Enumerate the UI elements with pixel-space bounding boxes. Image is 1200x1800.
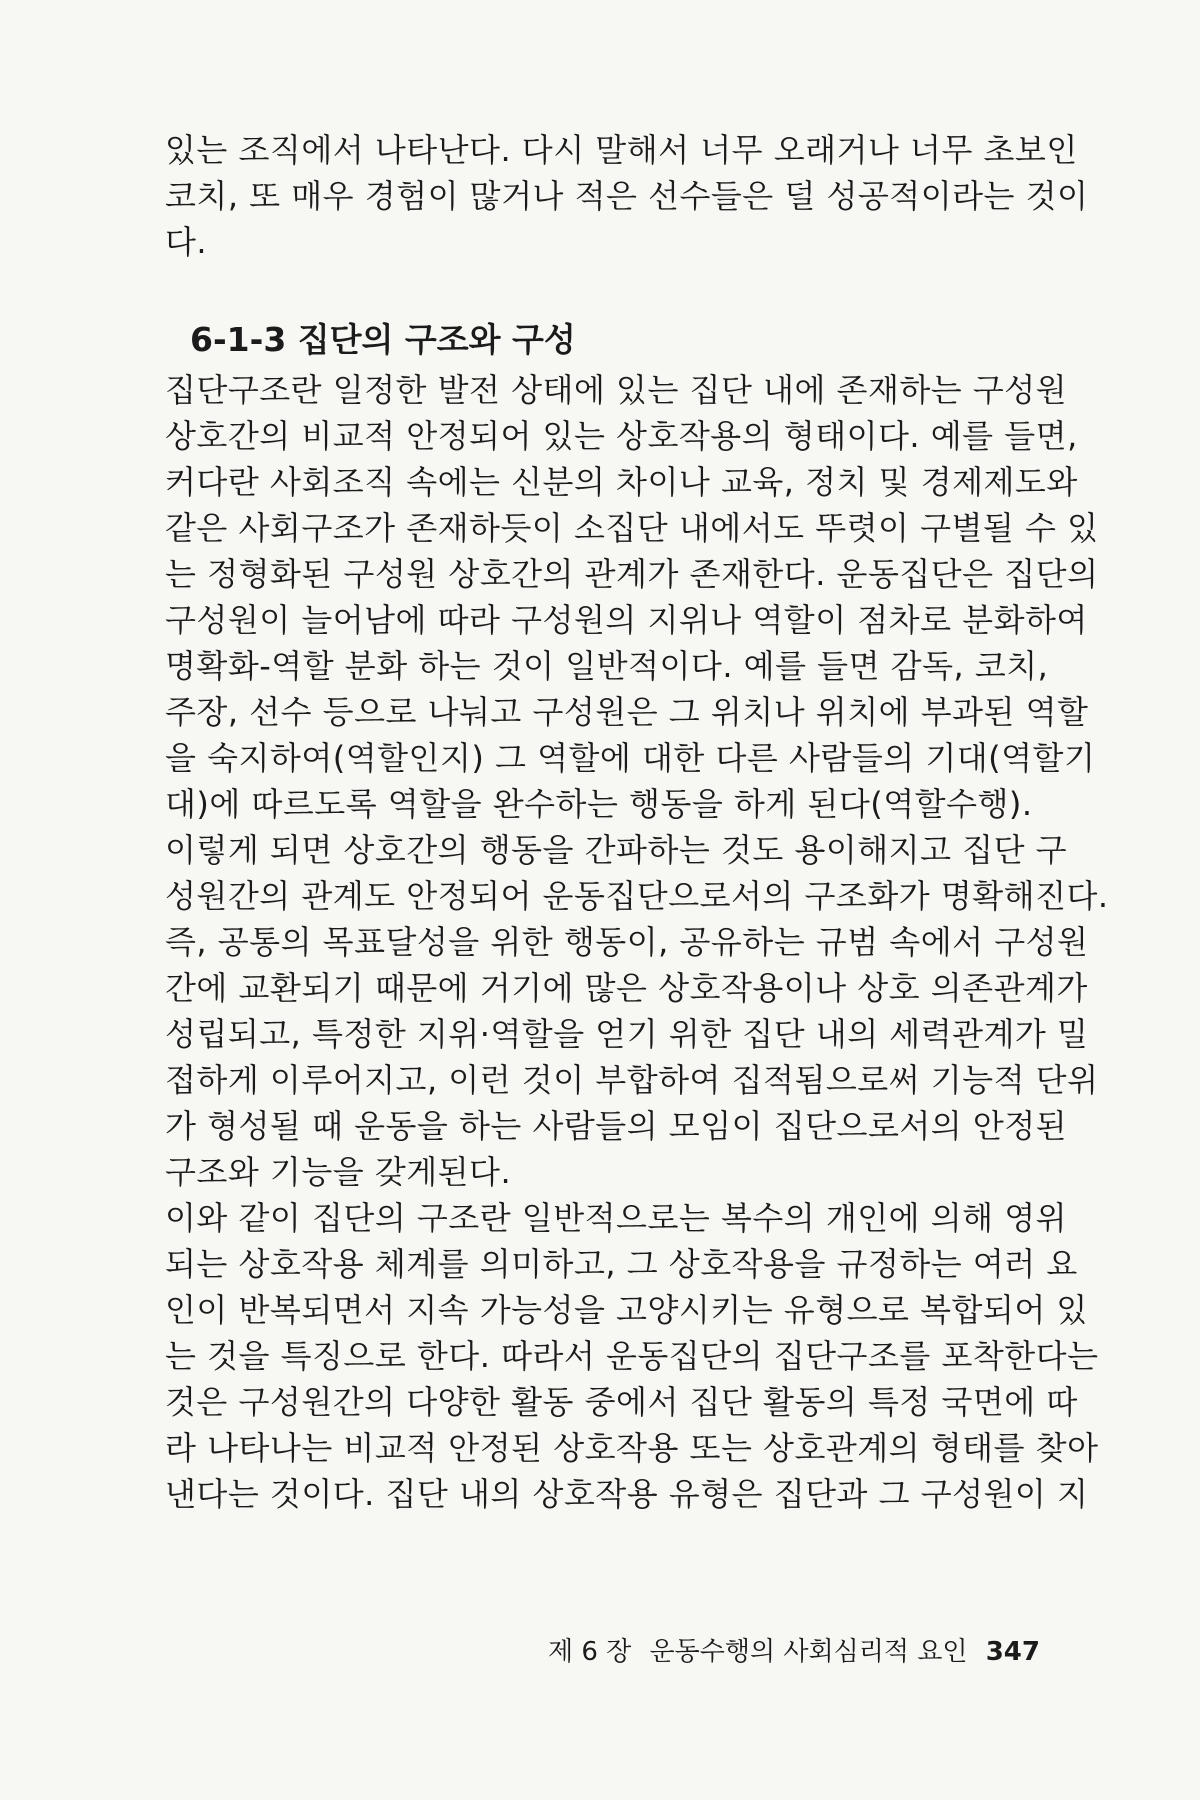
text-line: 상호간의 비교적 안정되어 있는 상호작용의 형태이다. 예를 들면, xyxy=(165,417,1078,455)
text-line: 이렇게 되면 상호간의 행동을 간파하는 것도 용이해지고 집단 구 xyxy=(165,831,1068,869)
text-line: 있는 조직에서 나타난다. 다시 말해서 너무 오래거나 너무 초보인 xyxy=(165,131,1078,169)
text-line: 구조와 기능을 갖게된다. xyxy=(165,1153,512,1191)
text-line: 구성원이 늘어남에 따라 구성원의 지위나 역할이 점차로 분화하여 xyxy=(165,601,1088,639)
text-line: 코치, 또 매우 경험이 많거나 적은 선수들은 덜 성공적이라는 것이 xyxy=(165,177,1089,215)
text-line: 명확화-역할 분화 하는 것이 일반적이다. 예를 들면 감독, 코치, xyxy=(165,647,1049,685)
text-line: 것은 구성원간의 다양한 활동 중에서 집단 활동의 특정 국면에 따 xyxy=(165,1383,1078,1421)
text-line: 즉, 공통의 목표달성을 위한 행동이, 공유하는 규범 속에서 구성원 xyxy=(165,923,1089,961)
text-line: 을 숙지하여(역할인지) 그 역할에 대한 다른 사람들의 기대(역할기 xyxy=(165,739,1096,777)
text-line: 같은 사회구조가 존재하듯이 소집단 내에서도 뚜렷이 구별될 수 있 xyxy=(165,509,1099,547)
footer-title: 운동수행의 사회심리적 요인 xyxy=(649,1637,968,1667)
text-line: 성원간의 관계도 안정되어 운동집단으로서의 구조화가 명확해진다. xyxy=(165,877,1109,915)
text-line: 이와 같이 집단의 구조란 일반적으로는 복수의 개인에 의해 영위 xyxy=(165,1199,1068,1237)
text-line: 되는 상호작용 체계를 의미하고, 그 상호작용을 규정하는 여러 요 xyxy=(165,1245,1078,1283)
text-line: 접하게 이루어지고, 이런 것이 부합하여 집적됨으로써 기능적 단위 xyxy=(165,1061,1099,1099)
text-line: 가 형성될 때 운동을 하는 사람들의 모임이 집단으로서의 안정된 xyxy=(165,1107,1068,1145)
footer-chapter: 제 6 장 xyxy=(547,1637,632,1667)
text-line: 낸다는 것이다. 집단 내의 상호작용 유형은 집단과 그 구성원이 지 xyxy=(165,1475,1089,1513)
text-line: 인이 반복되면서 지속 가능성을 고양시키는 유형으로 복합되어 있 xyxy=(165,1291,1088,1329)
text-line: 대)에 따르도록 역할을 완수하는 행동을 하게 된다(역할수행). xyxy=(165,785,1033,823)
text-line: 는 정형화된 구성원 상호간의 관계가 존재한다. 운동집단은 집단의 xyxy=(165,555,1099,593)
text-line: 성립되고, 특정한 지위·역할을 얻기 위한 집단 내의 세력관계가 밀 xyxy=(165,1015,1089,1053)
text-line: 커다란 사회조직 속에는 신분의 차이나 교육, 정치 및 경제제도와 xyxy=(165,463,1078,501)
text-line: 간에 교환되기 때문에 거기에 많은 상호작용이나 상호 의존관계가 xyxy=(165,969,1088,1007)
text-line: 는 것을 특징으로 한다. 따라서 운동집단의 집단구조를 포착한다는 xyxy=(165,1337,1099,1375)
text-line: 다. xyxy=(165,223,208,261)
text-line: 주장, 선수 등으로 나눠고 구성원은 그 위치나 위치에 부과된 역할 xyxy=(165,693,1089,731)
text-line: 라 나타나는 비교적 안정된 상호작용 또는 상호관계의 형태를 찾아 xyxy=(165,1429,1099,1467)
text-line: 집단구조란 일정한 발전 상태에 있는 집단 내에 존재하는 구성원 xyxy=(165,371,1068,409)
page-number: 347 xyxy=(985,1637,1040,1667)
running-footer xyxy=(538,1635,1040,1669)
section-heading: 6-1-3 집단의 구조와 구성 xyxy=(190,320,576,359)
